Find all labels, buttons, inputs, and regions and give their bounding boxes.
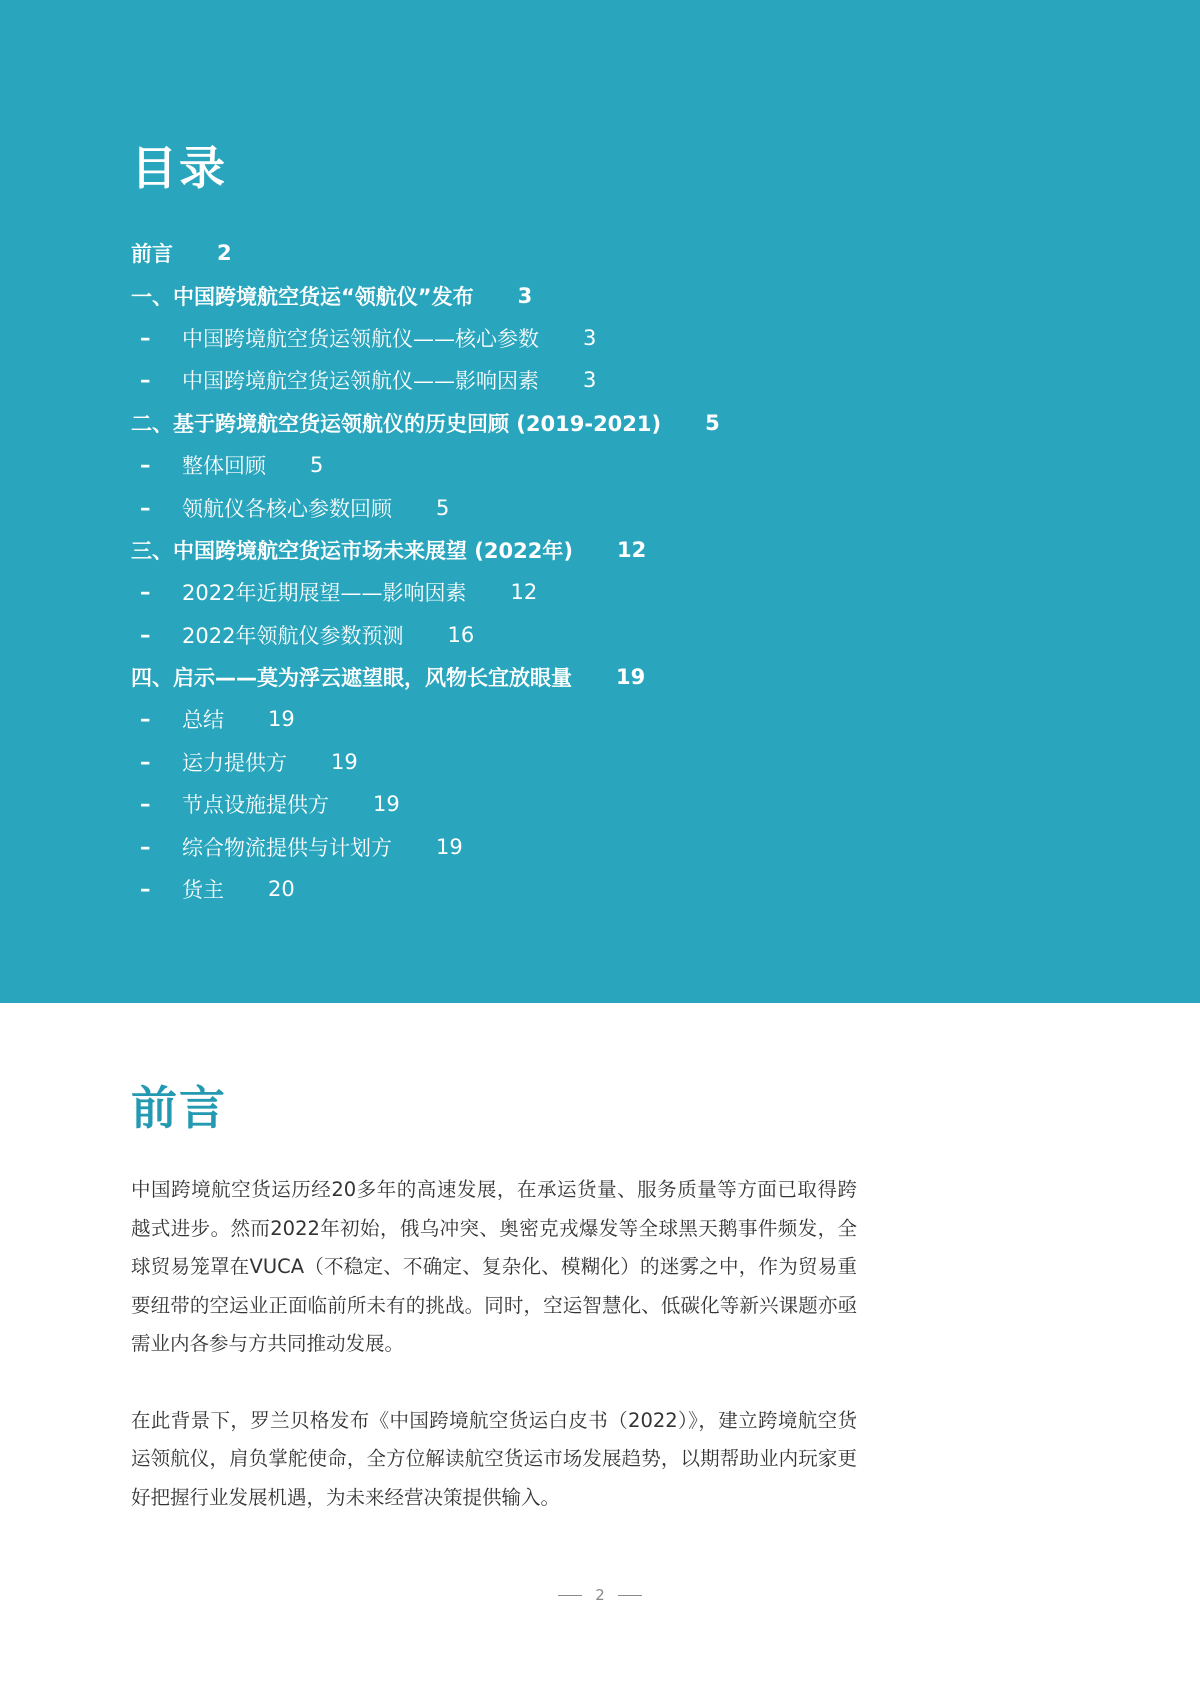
toc-item-page: 19 — [616, 665, 646, 690]
toc-item-page: 5 — [310, 453, 324, 478]
preface-title: 前言 — [131, 1081, 227, 1135]
dash-bullet: – — [140, 368, 151, 393]
toc-item-page: 3 — [583, 325, 597, 350]
toc-subitem[interactable] — [131, 614, 1131, 656]
toc-subitem[interactable] — [131, 317, 1131, 359]
toc-item-page: 19 — [268, 707, 295, 732]
toc-item-page: 3 — [517, 283, 533, 308]
toc-subitem[interactable] — [131, 783, 1131, 825]
toc-item-page: 19 — [436, 834, 463, 859]
toc-item-page: 12 — [510, 580, 538, 605]
toc-item[interactable] — [131, 402, 1131, 444]
toc-item-page: 12 — [616, 537, 647, 562]
toc-item[interactable] — [131, 529, 1131, 571]
toc-item-page: 5 — [705, 410, 720, 435]
toc-subitem-text: 2022年近期展望——影响因素 — [182, 581, 467, 606]
toc-item-page: 19 — [331, 749, 358, 774]
toc-item-text: 四、启示——莫为浮云遮望眼，风物长宜放眼量 — [131, 666, 572, 691]
toc-subitem-text: 2022年领航仪参数预测 — [182, 623, 404, 648]
toc-item[interactable] — [131, 232, 1131, 274]
toc-subitem-text: 中国跨境航空货运领航仪——影响因素 — [182, 369, 539, 394]
dash-bullet: – — [140, 622, 151, 647]
toc-subitem-text: 运力提供方 — [182, 750, 287, 775]
page-footer — [0, 1586, 1200, 1604]
dash-bullet: – — [140, 495, 151, 520]
toc-item-page: 19 — [373, 792, 400, 817]
toc-subitem[interactable] — [131, 825, 1131, 867]
dash-bullet: – — [140, 749, 151, 774]
toc-item-page: 2 — [217, 241, 232, 266]
page-number: 2 — [595, 1586, 605, 1604]
dash-bullet: – — [140, 877, 151, 902]
dash-bullet: – — [140, 792, 151, 817]
preface-paragraph: 中国跨境航空货运历经20多年的高速发展，在承运货量、服务质量等方面已取得跨越式进步。然而2022年初始，俄乌冲突、奥密克戎爆发等全球黑天鹅事件频发，全球贸易笼罩在VUCA（不稳定、不确定、复杂化、模糊化）的迷雾之中，作为贸易重要纽带的空运业正面临前所未有的挑战。同时，空运智慧化、低碳化等新兴课题亦亟需业内各参与方共同推动发展。 — [131, 1178, 857, 1355]
toc-subitem[interactable] — [131, 698, 1131, 740]
toc-item-page: 20 — [268, 877, 295, 902]
toc-item[interactable] — [131, 656, 1131, 698]
toc-item-text: 二、基于跨境航空货运领航仪的历史回顾 (2019-2021) — [131, 411, 662, 436]
toc-item-text: 一、中国跨境航空货运“领航仪”发布 — [131, 284, 474, 309]
toc-item-text: 三、中国跨境航空货运市场未来展望 (2022年) — [131, 538, 573, 563]
toc-list — [131, 232, 1131, 910]
dash-bullet: – — [140, 580, 151, 605]
toc-title: 目录 — [131, 141, 227, 195]
toc-subitem-text: 综合物流提供与计划方 — [182, 835, 392, 860]
dash-bullet: – — [140, 834, 151, 859]
toc-subitem[interactable] — [131, 868, 1131, 910]
dash-bullet: – — [140, 453, 151, 478]
toc-subitem-text: 总结 — [182, 708, 224, 733]
toc-item-page: 5 — [436, 495, 450, 520]
toc-subitem-text: 节点设施提供方 — [182, 793, 329, 818]
toc-subitem-text: 货主 — [182, 878, 224, 903]
toc-subitem[interactable] — [131, 741, 1131, 783]
right-rule — [618, 1595, 642, 1596]
toc-subitem[interactable] — [131, 571, 1131, 613]
toc-subitem[interactable] — [131, 359, 1131, 401]
toc-item-page: 3 — [583, 368, 597, 393]
dash-bullet: – — [140, 325, 151, 350]
toc-subitem[interactable] — [131, 444, 1131, 486]
toc-subitem-text: 领航仪各核心参数回顾 — [182, 496, 392, 521]
toc-subitem[interactable] — [131, 486, 1131, 528]
toc-item-text: 前言 — [131, 242, 173, 267]
left-rule — [558, 1595, 582, 1596]
toc-subitem-text: 整体回顾 — [182, 454, 266, 479]
toc-item[interactable] — [131, 274, 1131, 316]
preface-body — [131, 1171, 857, 1555]
dash-bullet: – — [140, 707, 151, 732]
preface-paragraph: 在此背景下，罗兰贝格发布《中国跨境航空货运白皮书（2022）》，建立跨境航空货运领航仪，肩负掌舵使命，全方位解读航空货运市场发展趋势，以期帮助业内玩家更好把握行业发展机遇，为未来经营决策提供输入。 — [131, 1408, 857, 1509]
toc-subitem-text: 中国跨境航空货运领航仪——核心参数 — [182, 326, 539, 351]
toc-item-page: 16 — [447, 622, 475, 647]
